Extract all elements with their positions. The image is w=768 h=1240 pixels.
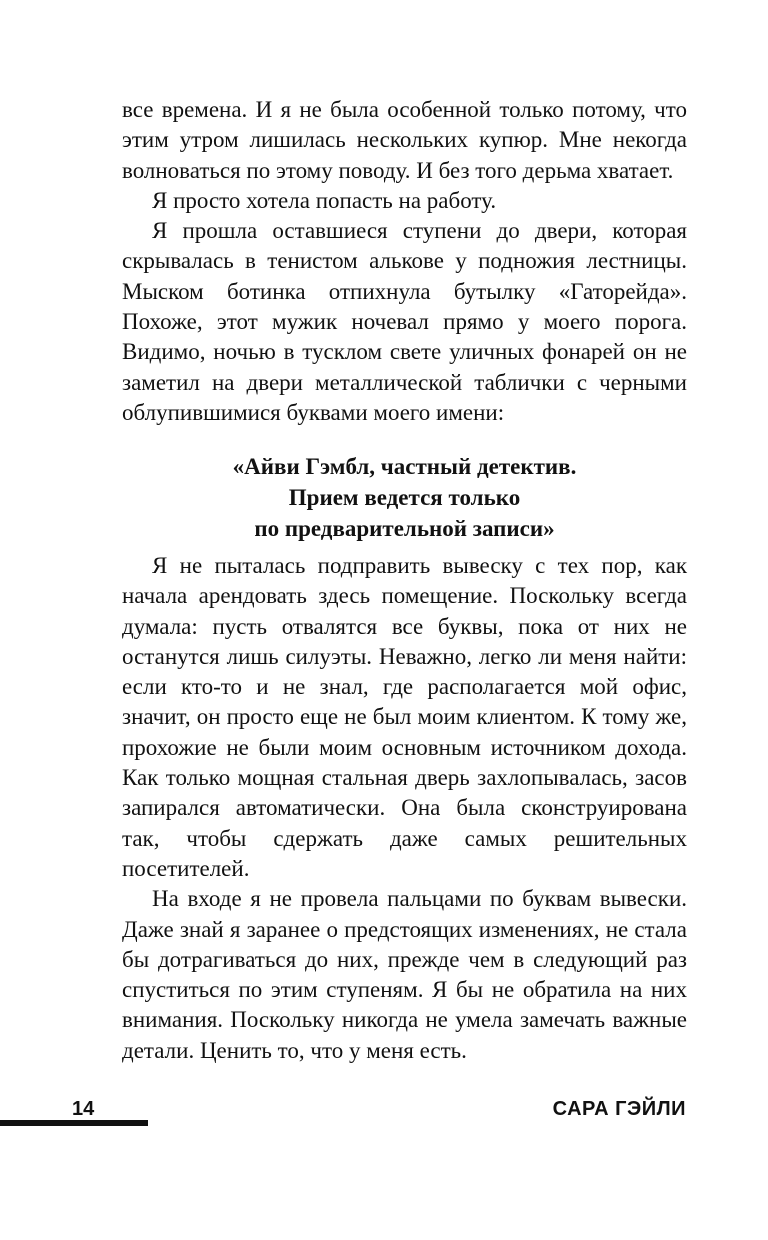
sign-line: Прием ведется только bbox=[288, 485, 521, 510]
body-text-bottom bbox=[122, 551, 687, 1066]
paragraph: Я не пыталась подправить вывеску с тех пор, как начала арендовать здесь помещение. Поскольку всегда думала: пусть отвалятся все буквы, пока от них не останутся лишь силуэты. Неважно, легко ли меня найти: если кто-то и не знал, где располагается мой офис, значит, он просто еще не был моим клиентом. К тому же, прохожие не были моим основным источником дохода. Как только мощная стальная дверь захлопывалась, засов запирался автоматически. Она была сконструирована так, чтобы сдержать даже самых решительных посетителей. bbox=[122, 553, 687, 881]
door-sign-quote bbox=[122, 451, 687, 544]
body-text-top bbox=[122, 95, 687, 428]
sign-line: «Айви Гэмбл, частный детектив. bbox=[232, 454, 577, 479]
sign-line: по предварительной записи» bbox=[254, 516, 555, 541]
paragraph: Я просто хотела попасть на работу. bbox=[152, 187, 497, 213]
paragraph: Я прошла оставшиеся ступени до двери, которая скрывалась в тенистом алькове у подножия лестницы. Мыском ботинка отпихнула бутылку «Гаторейда». Похоже, этот мужик ночевал прямо у моего порога. Видимо, ночью в тусклом свете уличных фонарей он не заметил на двери металлической таблички с черными облупившимися буквами моего имени: bbox=[122, 218, 687, 425]
page-number: 14 bbox=[72, 1098, 95, 1120]
running-head-author: САРА ГЭЙЛИ bbox=[552, 1098, 686, 1120]
paragraph: На входе я не провела пальцами по буквам вывески. Даже знай я заранее о предстоящих изменениях, не стала бы дотрагиваться до них, прежде чем в следующий раз спуститься по этим ступеням. Я бы не обратила на них внимания. Поскольку никогда не умела замечать важные детали. Ценить то, что у меня есть. bbox=[122, 886, 687, 1063]
footer-rule bbox=[0, 1120, 148, 1126]
paragraph-continuation: все времена. И я не была особенной только потому, что этим утром лишилась нескольких купюр. Мне некогда волноваться по этому поводу. И без того дерьма хватает. bbox=[122, 97, 687, 183]
